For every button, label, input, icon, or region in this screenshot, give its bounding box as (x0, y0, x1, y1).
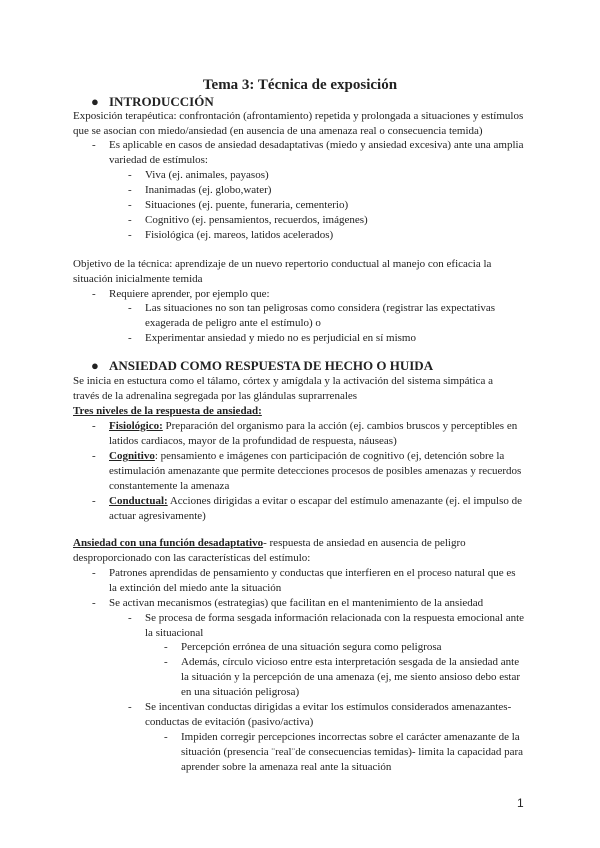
paragraph-desadaptativo: Ansiedad con una función desadaptativo- respuesta de ansiedad en ausencia de peligro (73, 537, 466, 549)
dash-bullet: - (128, 332, 132, 344)
list-item-cont: estimulación amenazante que permite detecciones procesos de posibles amenazas y recuerdos (109, 465, 522, 477)
paragraph-line: Se inicia en estuctura como el tálamo, córtex y amígdala y la activación del sistema simpática a (73, 375, 493, 387)
list-item: Patrones aprendidas de pensamiento y conductas que interfieren en el proceso natural que es (109, 567, 516, 579)
list-item: Fisiológica (ej. mareos, latidos acelerados) (145, 229, 334, 241)
list-item: Se activan mecanismos (estrategias) que facilitan en el mantenimiento de la ansiedad (109, 597, 484, 609)
dash-bullet: - (128, 701, 132, 713)
bullet-icon: ● (91, 94, 99, 109)
paragraph-line: Objetivo de la técnica: aprendizaje de un nuevo repertorio conductual al manejo con eficacia la (73, 258, 492, 270)
list-item-cont: la situación y la percepción de una amenaza (ej, me siento ansioso debo estar (181, 671, 521, 683)
list-item: Se procesa de forma sesgada información relacionada con la respuesta emocional ante (145, 612, 525, 624)
dash-bullet: - (128, 214, 132, 226)
list-item-cont: aprender sobre la amenaza real ante la situación (181, 761, 392, 773)
list-item-cont: en una situación peligrosa) (181, 686, 300, 698)
list-item-cont: latidos cardiacos, mayor de la profundidad de respuesta, náuseas) (109, 435, 397, 447)
list-item: Es aplicable en casos de ansiedad desadaptativas (miedo y ansiedad excesiva) ante una amplia (109, 139, 524, 151)
dash-bullet: - (128, 199, 132, 211)
dash-bullet: - (164, 641, 168, 653)
paragraph-line: situación inicialmente temida (73, 273, 203, 285)
paragraph-line: que se asocian con miedo/ansiedad (en ausencia de una amenaza real o consecuencia temida) (73, 125, 483, 137)
dash-bullet: - (92, 139, 96, 151)
dash-bullet: - (164, 656, 168, 668)
list-item: Percepción errónea de una situación segura como peligrosa (181, 641, 442, 653)
bullet-icon: ● (91, 358, 99, 373)
subheading-levels: Tres niveles de la respuesta de ansiedad: (73, 405, 262, 417)
dash-bullet: - (92, 495, 96, 507)
list-item: Requiere aprender, por ejemplo que: (109, 288, 270, 300)
document-page: Tema 3: Técnica de exposición ● INTRODUCCIÓN Exposición terapéutica: confrontación (afrontamiento) repetida y prolongada a situaciones y estímulos que se asocian con miedo/ansiedad (en ausencia de una amenaza real o consecuencia temida) - Es aplicable en casos de ansiedad desadaptativas (miedo y ansiedad excesiva) ante una amplia variedad de estímulos: - Viva (ej. animales, payasos) - Inanimadas (ej. globo,water) - Situaciones (ej. puente, funeraria, cementerio) - Cognitivo (ej. pensamientos, recuerdos, imágenes) - Fisiológica (ej. mareos, latidos acelerados) Objetivo de la técnica: aprendizaje de un nuevo repertorio conductual al manejo con eficacia la situación inicialmente temida - Requiere aprender, por ejemplo que: - Las situaciones no son tan peligrosas como considera (registrar las expectativas exagerada de peligro ante el estímulo) o - Experimentar ansiedad y miedo no es perjudicial en sí mismo ● ANSIEDAD COMO RESPUESTA DE HECHO O HUIDA Se inicia en estuctura como el tálamo, córtex y amígdala y la activación del sistema simpática a través de la adrenalina segregada por las glándulas suprarrenales Tres niveles de la respuesta de ansiedad: - Fisiológico: Preparación del organismo para la acción (ej. cambios bruscos y perceptibles en latidos cardiacos, mayor de la profundidad de respuesta, náuseas) - Cognitivo: pensamiento e imágenes con participación de cognitivo (ej, detención sobre la estimulación amenazante que permite detecciones procesos de posibles amenazas y recuerdos constantemente la amenaza - Conductual: Acciones dirigidas a evitar o escapar del estímulo amenazante (ej. el impulso de actuar agresivamente) Ansiedad con una función desadaptativo- respuesta de ansiedad en ausencia de peligro desproporcionado con las características del estímulo: - Patrones aprendidas de pensamiento y conductas que interfieren en el proceso natural que es la extinción del miedo ante la situación - Se activan mecanismos (estrategias) que facilitan en el mantenimiento de la ansiedad - Se procesa de forma sesgada información relacionada con la respuesta emocional ante la situacional - Percepción errónea de una situación segura como peligrosa - Además, círculo vicioso entre esta interpretación sesgada de la ansiedad ante la situación y la percepción de una amenaza (ej, me siento ansioso debo estar en una situación peligrosa) - Se incentivan conductas dirigidas a evitar los estímulos considerados amenazantes- conductas de evitación (pasivo/activa) - Impiden corregir percepciones incorrectas sobre el carácter amenazante de la situación (presencia ¨real¨de consecuencias temidas)- limita la capacidad para aprender sobre la amenaza real ante la situación 1 (0, 0, 600, 848)
list-item: Se incentivan conductas dirigidas a evitar los estímulos considerados amenazantes- (145, 701, 512, 713)
dash-bullet: - (92, 450, 96, 462)
list-item: Las situaciones no son tan peligrosas como considera (registrar las expectativas (145, 302, 496, 314)
paragraph-line: Exposición terapéutica: confrontación (afrontamiento) repetida y prolongada a situaciones y estímulos (73, 110, 524, 122)
list-item-cont: la extinción del miedo ante la situación (109, 582, 282, 594)
list-item-cont: constantemente la amenaza (109, 480, 230, 492)
dash-bullet: - (92, 567, 96, 579)
dash-bullet: - (128, 612, 132, 624)
dash-bullet: - (92, 597, 96, 609)
list-item: Situaciones (ej. puente, funeraria, cementerio) (145, 199, 349, 211)
list-item: Experimentar ansiedad y miedo no es perjudicial en sí mismo (145, 332, 416, 344)
document-title: Tema 3: Técnica de exposición (202, 77, 398, 93)
list-item-cont: actuar agresivamente) (109, 510, 206, 522)
list-item-cont: situación (presencia ¨real¨de consecuencias temidas)- limita la capacidad para (181, 746, 524, 758)
paragraph-line: través de la adrenalina segregada por las glándulas suprarrenales (73, 390, 358, 402)
list-item-cont: exagerada de peligro ante el estímulo) o (145, 317, 321, 329)
list-item-conductual: Conductual: Acciones dirigidas a evitar o escapar del estímulo amenazante (ej. el impulso de (109, 495, 523, 507)
page-number: 1 (517, 796, 524, 810)
list-item-cont: la situacional (145, 627, 204, 639)
paragraph-line: desproporcionado con las características del estímulo: (73, 552, 311, 564)
list-item-fisiologico: Fisiológico: Preparación del organismo para la acción (ej. cambios bruscos y perceptibles en (109, 420, 518, 432)
dash-bullet: - (128, 302, 132, 314)
dash-bullet: - (92, 288, 96, 300)
list-item: Impiden corregir percepciones incorrectas sobre el carácter amenazante de la (181, 731, 520, 743)
list-item: Viva (ej. animales, payasos) (145, 169, 269, 181)
dash-bullet: - (92, 420, 96, 432)
list-item: Cognitivo (ej. pensamientos, recuerdos, imágenes) (145, 214, 368, 226)
list-item-cognitivo: Cognitivo: pensamiento e imágenes con participación de cognitivo (ej, detención sobre la (109, 450, 505, 462)
list-item: Inanimadas (ej. globo,water) (145, 184, 272, 196)
list-item-cont: conductas de evitación (pasivo/activa) (145, 716, 314, 728)
dash-bullet: - (128, 229, 132, 241)
dash-bullet: - (128, 169, 132, 181)
dash-bullet: - (164, 731, 168, 743)
dash-bullet: - (128, 184, 132, 196)
list-item: Además, círculo vicioso entre esta interpretación sesgada de la ansiedad ante (181, 656, 520, 668)
list-item-cont: variedad de estímulos: (109, 154, 208, 166)
